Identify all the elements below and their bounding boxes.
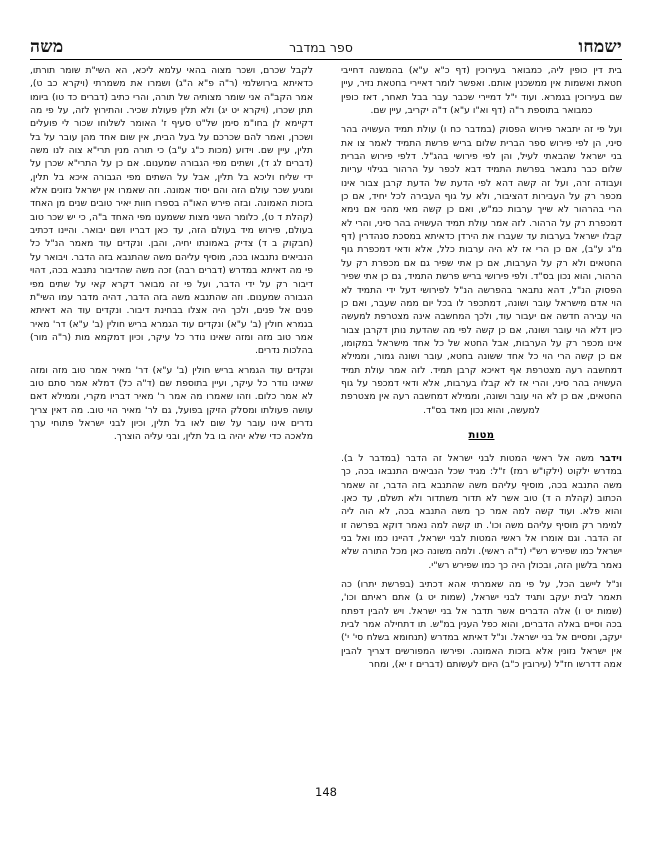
running-head-rule	[30, 59, 622, 60]
page-number: 148	[315, 785, 337, 799]
column-left	[30, 64, 317, 753]
verse-lemma: וידבר	[599, 452, 622, 464]
body-columns	[30, 64, 622, 753]
running-head-left: משה	[30, 37, 64, 57]
section-heading-matot: מטות	[468, 429, 495, 441]
running-head-center-title: ספר במדבר	[289, 39, 353, 55]
running-head-right: ישמחו	[578, 37, 622, 57]
paragraph: לקבל שכרם, ושכר מצוה בהאי עלמא ליכא, הא השי"ת שומר תורתו, כדאיתא בירושלמי (ר"ה פ"א ה"ג) ושמרו את משמרתי (ויקרא כב ט), אמר הקב"ה אני שומר מצותיה של תורה, והרי כתיב (דברים כד טו) ביומו תתן שכרו, (ויקרא יט יג) ולא תלין פעולת שכיר. והתירוץ לזה, על פי מה דקיימא לן בחו"מ סימן של"ט סעיף ז' האומר לשלוחו שכור לי פועלים ושכרן, ואמר להם שכרכם על בעל הבית, אין שום אחד מהן עובר על בל תלין, עיין שם. וידוע (מכות כ"ג ע"ב) כי תורה מנין תרי"א צוה לנו משה (דברים לג ד), ושתים מפי הגבורה שמענום. אם כן על התרי"א שכרן על ידי שליח וליכא בל תלין, אבל על השתים מפי הגבורה איכא בל תלין, ומגיע שכר עולם הזה והם יסוד אמונה. וזה שאמרו אין ישראל נזונים אלא בזכות האמונה. ובזה פירש האו"ה בספרו חוות יאיר טובים שנים מן האחד (קהלת ד ט), כלומר השני מצות ששמענו מפי האחד ב"ה, כי יש שכר טוב בעולם, פירוש מיד בעולם הזה, עד כאן דבריו ושם יבואר. והיינו דכתיב (חבקוק ב ד) צדיק באמונתו יחיה, והבן. ונקדים עוד מאמר הנ"ל כל הנביאים נתנבאו בכה, מוסיף עליהם משה שהתנבא בזה הדבר. ויבואר על פי מה דאיתא במדרש (דברים רבה) זכה משה שהדיבור נתנבא בכה, דהוי דיבור רק על ידי הדבר, ועל פי זה מבואר דקרא קאי על שתים מפי הגבורה שמענום. וזה שהתנבא משה בזה הדבר, דהיה מדבר עמו השי"ת פנים אל פנים, ולכך היה אצלו בבחינת דיבור. ונקדים עוד הא דאיתא בגמרא חולין (ב' ע"א) ונקדים עוד הגמרא בריש חולין (ב' ע"א) דר' מאיר אמר טוב מזה ומזה שאינו נודר כל עיקר, וכיון דמקמא מות (ר"ה מור) בהלכות נדרים.	[30, 65, 313, 357]
paragraph: בית דין כופין ליה, כמבואר בעירוכין (דף כ"א ע"א) בהמשנה דחייבי חטאת ואשמות אין ממשכנין אותם. ואפשר לומר דאיירי בחטאת נזיר, עיין שם בעירוכין בגמרא. ועוד י"ל דמיירי שכבר עבר בבל תאחר, דאז כופין כמבואר בתוספת ר"ה (דף וא"ו ע"א) ד"ה יקריב, עיין שם.	[340, 65, 622, 117]
paragraph: ועל פי זה יתבאר פירוש הפסוק (במדבר כח ו) עולת תמיד העשויה בהר סיני, הן לפי פירוש ספר הברית שלום בריש פרשת התמיד לאמר צו את בני ישראל שהבאתי לעיל, והן לפי פירושי בהג"ל. דלפי פירוש הברית שלום כבר נתבאר בפרשת התמיד דבא לכפר על הרהור בגילוי עריות ועבודה זרה, ועל זה קשה דהא לפי הדעת של הדעת קרבן צבור אינו מכפר רק על העבירות דהציבור, ולא על גוף העבירה לכל יחיד, אם כן הרי בהרהור לא שייך ערבות כמ"ש, ואם כן קשה מאי מהני אם נימא דמכפרת רק על הרהור. לזה אמר עולת תמיד העשויה בהר סיני, והרי לא קבלו ישראל בערבות עד שעברו את הירדן כדאיתא במסכת סנהדרין (דף מ"ג ע"ב), אם כן הרי אז לא היה ערבות כלל, אלא ודאי דמכפרת גוף החטאים ולא רק על הערבות, אם כן אתי שפיר גם אם מכפרת רק על הרהור, והוא נכון בס"ד. ולפי פירושי בריש פרשת התמיד, גם כן אתי שפיר הפסוק הנ"ל, דהא נתבאר בהפרשה הנ"ל לפירושי דעל ידי התמיד לא הוי אדם מישראל עובר ושונה, דמתכפר לו בכל יום ממה שעבר, ואם כן הוי עבירה חדשה אם יעבור עוד, ולכך המחשבה אינה מצטרפת למעשה כיון דלא הוי עובר ושונה, אם כן קשה לפי מה שהדעת נותן דקרבן צבור אינו מכפר רק על הערבות, אבל החטא של כל אחד מישראל במקומו, אם כן קשה הרי הוי כל אחד ששונה בחטא, עובר ושונה גמור, וממילא דמחשבה רעה מצטרפת אף דאיכא קרבן תמיד. לזה אמר עולת תמיד העשויה בהר סיני, והרי אז לא קבלו בערבות, אלא ודאי דמכפר על גוף החטאים, אם כן לא הוי עובר ושונה, וממילא דמחשבה רעה אין מצטרפת למעשה, והוא נכון מאד בס"ד.	[340, 124, 622, 416]
paragraph: ונקדים עוד הגמרא בריש חולין (ב' ע"א) דר' מאיר אמר טוב מזה ומזה שאינו נודר כל עיקר, ועיין בתוספת שם (ד"ה כל) דמלא אמר סתם טוב לא אמר כלום. וזהו שאמרו מה אמר ר' מאיר דבריו מקרי, וממילא דאם עושה פעולתו ומסלק הזיקן בפועל, גם לר' מאיר הוי טוב. מה דאין צריך נדרים אינו עובר על שום לאו בל תלין, וכיון לבני ישראל פתוחי ערך מלאכה כדי שלא יהיה בו בל תלין, ובני עליה הוצרך.	[30, 364, 313, 443]
paragraph: ונ"ל ליישב הכל, על פי מה שאמרתי אהא דכתיב (בפרשת יתרו) כה תאמר לבית יעקב ותגיד לבני ישראל, (שמות יט ג) אתם ראיתם וכו', (שמות יט ו) אלה הדברים אשר תדבר אל בני ישראל. ויש להבין דפתח בכה וסיים באלה הדברים, והוא כפל הענין במ"ש. תו דתחילה אמר לבית יעקב, ומסיים אל בני ישראל. ונ"ל דאיתא במדרש (תנחומא בשלח סי' י') אין ישראל נזונין אלא בזכות האמונה. ופירשו המפורשים דצריך להבין אמה דדרשו חז"ל (עירובין כ"ב) היום לעשותם (דברים ז יא), ומחר	[340, 579, 622, 671]
column-right	[335, 64, 622, 753]
paragraph: וידבר משה אל ראשי המטות לבני ישראל זה הדבר (במדבר ל ב). במדרש ילקוט (ילקו"ש רמז) ז"ל: מגיד שכל הנביאים התנבאו בכה, כך משה התנבא בכה, מוסיף עליהם משה שהתנבא בזה הדבר, זה שאמר הכתוב (קהלת ה ד) טוב אשר לא תדור משתדור ולא תשלם, עד כאן. והוא פלא. ועוד קשה למה אמר כך משה התנבא בכה, לא הוה ליה למימר רק מוסיף עליהם משה וכו'. תו קשה למה נאמר דוקא בפרשה זו זה הדבר. וגם אומרו אל ראשי המטות לבני ישראל, דהיינו כמו ואל בני ישראל כמו שפירש רש"י (ד"ה ראשי). ולמה משונה כאן מכל התורה שלא נאמר בלשון הזה, ובכולן היה כך כמו שפירש רש"י.	[340, 452, 622, 571]
running-head	[30, 30, 622, 60]
